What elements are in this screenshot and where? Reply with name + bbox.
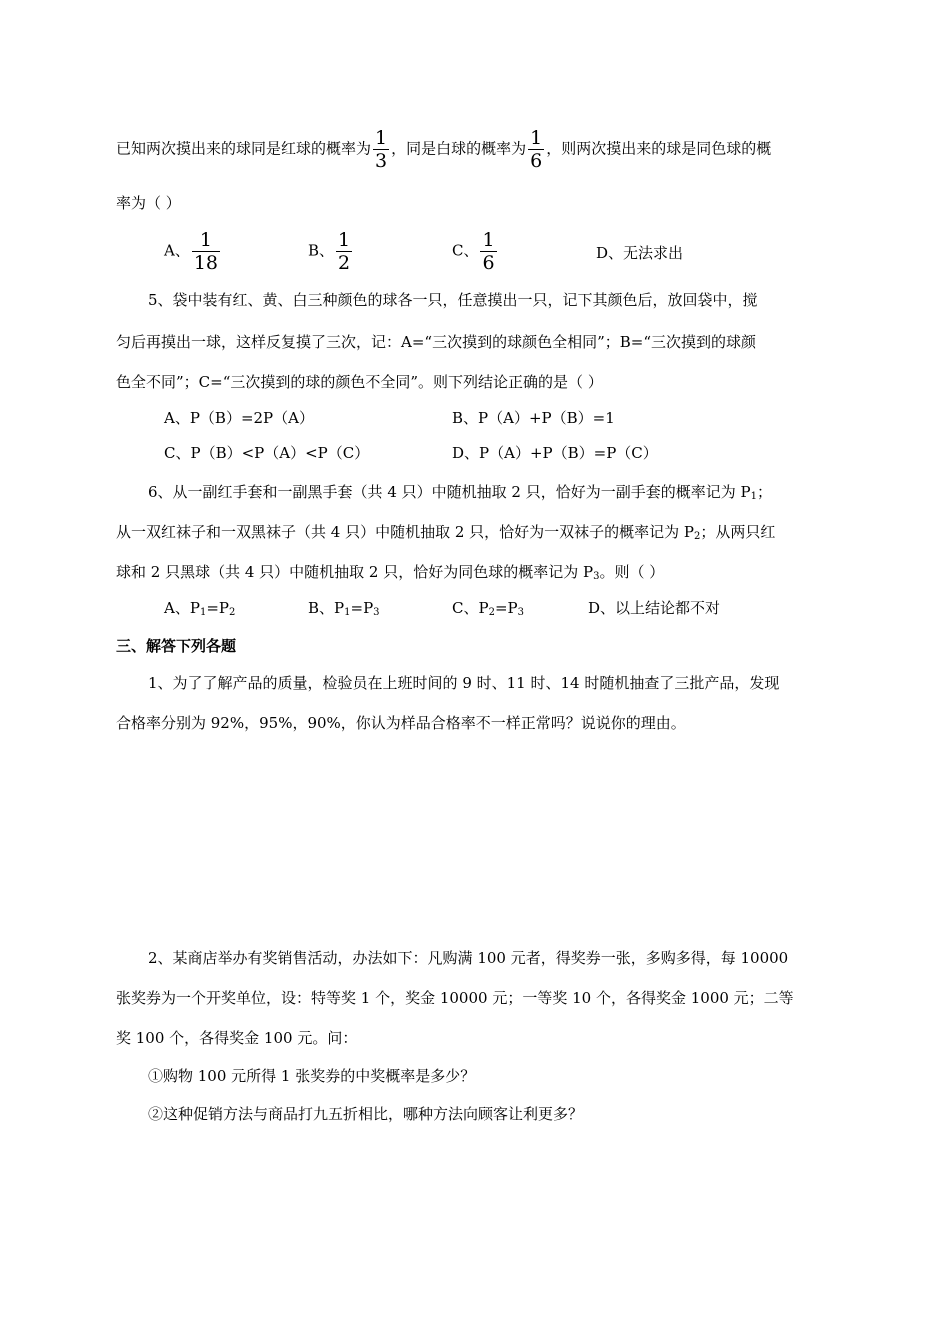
q4-option-c: C、 $\frac{1}{6}$ — [452, 229, 495, 274]
q6-option-d: D、以上结论都不对 — [588, 599, 721, 617]
q4-stem-line2: 率为（ ） — [116, 194, 181, 212]
p2-line1: 2、某商店举办有奖销售活动，办法如下：凡购满 100 元者，得奖券一张，多购多得，每 10000 — [148, 949, 789, 967]
q5-stem-line3: 色全不同”；C=“三次摸到的球的颜色不全同”。则下列结论正确的是（ ） — [116, 373, 603, 391]
q5-option-c: C、P（B）<P（A）<P（C） — [164, 444, 370, 462]
p2-line3: 奖 100 个，各得奖金 100 元。问： — [116, 1029, 358, 1047]
q6-stem-line2: 从一双红袜子和一双黑袜子（共 4 只）中随机抽取 2 只，恰好为一双袜子的概率记为 $P_2$；从两只红 — [116, 523, 776, 542]
p1-line2: 合格率分别为 92%，95%，90%，你认为样品合格率不一样正常吗？说说你的理由。 — [116, 714, 686, 732]
q5-stem-line2: 匀后再摸出一球，这样反复摸了三次，记：A=“三次摸到的球颜色全相同”；B=“三次摸到的球颜 — [116, 333, 757, 351]
q6-option-c: C、$P_2=P_3$ — [452, 599, 524, 618]
p2-line2: 张奖券为一个开奖单位，设：特等奖 1 个，奖金 10000 元；一等奖 10 个，各得奖金 1000 元；二等 — [116, 989, 794, 1007]
q4-option-d: D、无法求出 — [596, 244, 684, 262]
q4-option-b: B、 $\frac{1}{2}$ — [308, 229, 351, 274]
q6-stem-line3: 球和 2 只黑球（共 4 只）中随机抽取 2 只，恰好为同色球的概率记为 $P_3$。则（ ） — [116, 563, 665, 582]
q6-option-a: A、$P_1=P_2$ — [164, 599, 236, 618]
q4-text-a: 已知两次摸出来的球同是红球的概率为 — [116, 139, 372, 158]
p2-question-2: ②这种促销方法与商品打九五折相比，哪种方法向顾客让利更多？ — [148, 1105, 584, 1123]
q5-option-a: A、P（B）=2P（A） — [164, 409, 314, 427]
section-heading: 三、解答下列各题 — [116, 637, 237, 655]
p1-line1: 1、为了了解产品的质量，检验员在上班时间的 9 时、11 时、14 时随机抽查了三批产品，发现 — [148, 674, 780, 692]
q5-option-b: B、P（A）+P（B）=1 — [452, 409, 615, 427]
fraction-one-sixth: $\frac{1}{6}$ — [530, 127, 543, 172]
p2-question-1: ①购物 100 元所得 1 张奖券的中奖概率是多少？ — [148, 1067, 476, 1085]
q6-stem-line1: 6、从一副红手套和一副黑手套（共 4 只）中随机抽取 2 只，恰好为一副手套的概率记为 $P_1$； — [148, 483, 772, 502]
fraction-one-third: $\frac{1}{3}$ — [375, 127, 388, 172]
q5-stem-line1: 5、袋中装有红、黄、白三种颜色的球各一只，任意摸出一只，记下其颜色后，放回袋中，搅 — [148, 291, 758, 309]
q4-stem-line1 — [116, 128, 771, 171]
q5-option-d: D、P（A）+P（B）=P（C） — [452, 444, 658, 462]
q4-text-b: ，同是白球的概率为 — [391, 139, 527, 158]
q6-option-b: B、$P_1=P_3$ — [308, 599, 380, 618]
q4-option-a: A、 $\frac{1}{18}$ — [164, 229, 219, 274]
q4-text-c: ，则两次摸出来的球是同色球的概 — [546, 139, 772, 158]
